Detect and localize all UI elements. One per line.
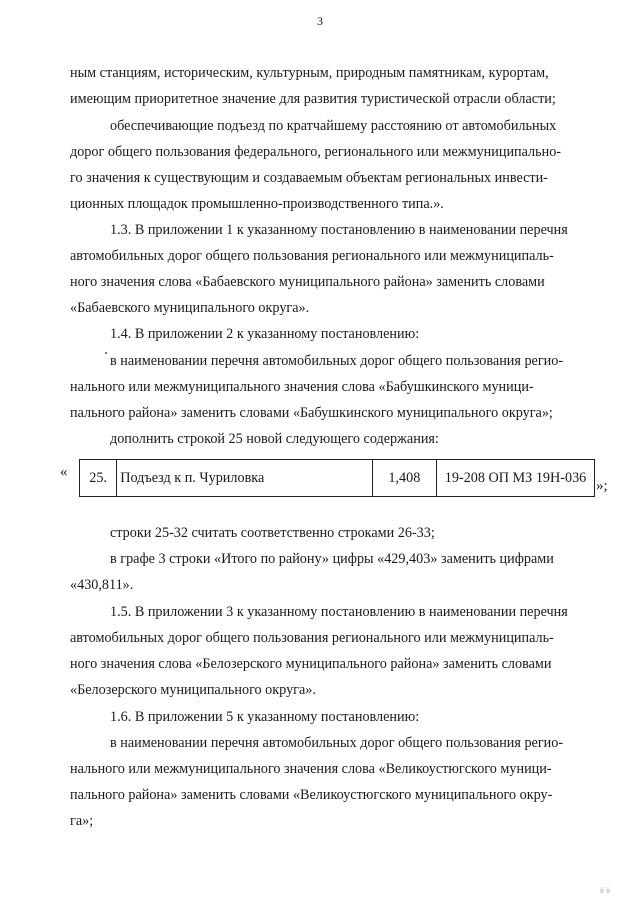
text-line: га»; [70, 813, 94, 829]
cell-number: 25. [80, 460, 117, 497]
cell-road-id: 19-208 ОП МЗ 19Н-036 [437, 460, 595, 497]
text-line: нального или межмуниципального значения слова «Бабушкинского муници- [70, 379, 534, 395]
text-line: 1.5. В приложении 3 к указанному постановлению в наименовании перечня [110, 604, 568, 620]
table-row [80, 460, 595, 497]
text-line: пального района» заменить словами «Великоустюгского муниципального окру- [70, 787, 553, 803]
scan-speck [105, 352, 107, 354]
corner-mark: ii ii [599, 887, 610, 895]
text-line: автомобильных дорог общего пользования регионального или межмуниципаль- [70, 248, 554, 264]
text-line: 1.3. В приложении 1 к указанному постановлению в наименовании перечня [110, 222, 568, 238]
text-line: 1.6. В приложении 5 к указанному постановлению: [110, 709, 420, 725]
text-line: пального района» заменить словами «Бабушкинского муниципального округа»; [70, 405, 553, 421]
text-line: в наименовании перечня автомобильных дорог общего пользования регио- [110, 735, 564, 751]
text-line: в наименовании перечня автомобильных дорог общего пользования регио- [110, 353, 564, 369]
text-line: 1.4. В приложении 2 к указанному постановлению: [110, 326, 420, 342]
text-line: автомобильных дорог общего пользования регионального или межмуниципаль- [70, 630, 554, 646]
text-line: «Белозерского муниципального округа». [70, 682, 316, 698]
text-line: имеющим приоритетное значение для развития туристической отрасли области; [70, 91, 556, 107]
text-line: ным станциям, историческим, культурным, природным памятникам, курортам, [70, 65, 549, 81]
text-line: в графе 3 строки «Итого по району» цифры «429,403» заменить цифрами [110, 551, 554, 567]
inserted-row-table [79, 459, 595, 497]
text-line: «430,811». [70, 577, 134, 593]
text-line: дополнить строкой 25 новой следующего содержания: [110, 431, 439, 447]
table-close-quote: »; [596, 478, 608, 494]
text-line: ного значения слова «Белозерского муниципального района» заменить словами [70, 656, 552, 672]
text-line: дорог общего пользования федерального, регионального или межмуниципально- [70, 144, 562, 160]
text-line: «Бабаевского муниципального округа». [70, 300, 310, 316]
page-number: 3 [317, 14, 323, 28]
text-line: ного значения слова «Бабаевского муниципального района» заменить словами [70, 274, 545, 290]
text-line: нального или межмуниципального значения слова «Великоустюгского муници- [70, 761, 552, 777]
text-line: строки 25-32 считать соответственно строками 26-33; [110, 525, 435, 541]
cell-length: 1,408 [372, 460, 436, 497]
text-line: обеспечивающие подъезд по кратчайшему расстоянию от автомобильных [110, 118, 557, 134]
text-line: ционных площадок промышленно-производственного типа.». [70, 196, 444, 212]
cell-road-name: Подъезд к п. Чуриловка [117, 460, 372, 497]
table-open-quote: « [60, 464, 68, 480]
text-line: го значения к существующим и создаваемым объектам региональных инвести- [70, 170, 548, 186]
